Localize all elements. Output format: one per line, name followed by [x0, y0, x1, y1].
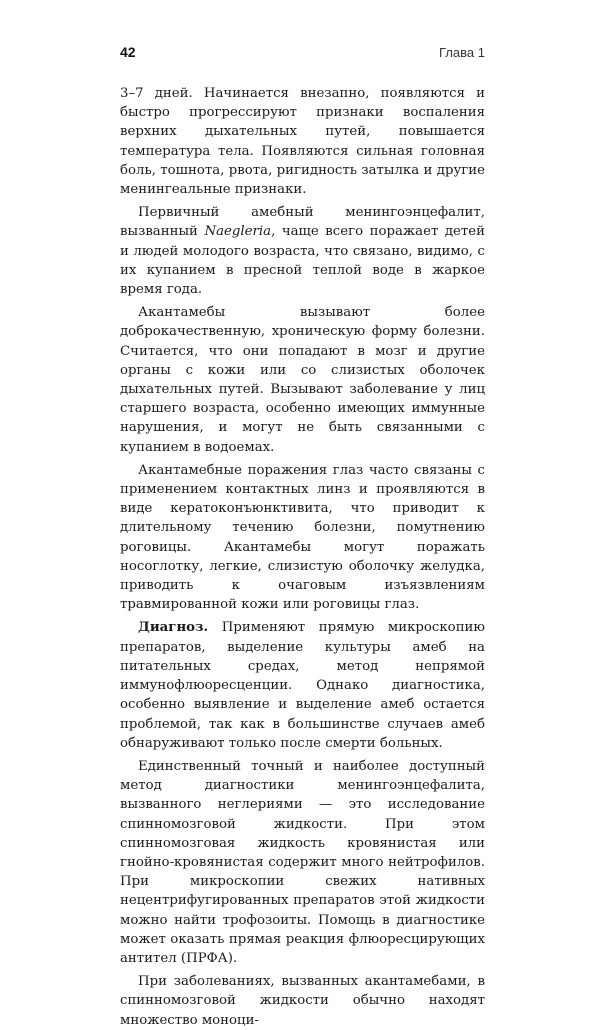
genus-name: Naegleria	[204, 224, 272, 240]
paragraph-text: Применяют прямую микроскопию препаратов, выделение культуры амеб на питательных средах, метод непрямой иммунофлюоресценции. Однако диагностика, особенно выявление и выделение амеб остается проблемой, так как в большинстве случаев амеб обнаруживают только после смерти больных.	[120, 620, 485, 751]
paragraph-text: , чаще всего поражает детей и людей молодого возраста, что связано, видимо, с их купанием в пресной теплой воде в жаркое время года.	[120, 224, 485, 298]
paragraph-text: Единственный точный и наиболее доступный метод диагностики менингоэнцефалита, вызванного неглериями — это исследование спинномозговой жидкости. При этом спинномозговая жидкость кровянистая или гнойно-кровянистая содержит много нейтрофилов. При микроскопии свежих нативных нецентрифугированных препаратов этой жидкости можно найти трофозоиты. Помощь в диагностике может оказать прямая реакция флюоресцирующих антител (ПРФА).	[120, 758, 485, 966]
paragraph	[120, 757, 485, 968]
body-text	[120, 84, 485, 1030]
paragraph-text: Первичный амебный менингоэнцефалит, вызванный	[120, 205, 485, 240]
paragraph	[120, 972, 485, 1030]
paragraph-text: 3–7 дней. Начинается внезапно, появляются и быстро прогрессируют признаки воспаления верхних дыхательных путей, повышается температура тела. Появляются сильная головная боль, тошнота, рвота, ригидность затылка и другие менингеальные признаки.	[120, 86, 485, 198]
running-header	[120, 44, 485, 60]
paragraph	[120, 203, 485, 299]
paragraph	[120, 461, 485, 615]
paragraph-text: При заболеваниях, вызванных акантамебами, в спинномозговой жидкости обычно находят множество моноци-	[120, 974, 485, 1028]
page-number: 42	[120, 44, 136, 60]
paragraph	[120, 303, 485, 457]
paragraph-text: Акантамебные поражения глаз часто связаны с применением контактных линз и проявляются в виде кератоконъюнктивита, что приводит к длительному течению болезни, помутнению роговицы. Акантамебы могут поражать носоглотку, легкие, слизистую оболочку желудка, приводить к очаговым изъязвлениям травмированной кожи или роговицы глаз.	[120, 462, 485, 613]
chapter-title: Глава 1	[439, 45, 485, 60]
paragraph	[120, 618, 485, 752]
paragraph	[120, 84, 485, 199]
paragraph-text: Акантамебы вызывают более доброкачественную, хроническую форму болезни. Считается, что они попадают в мозг и другие органы с кожи или со слизистых оболочек дыхательных путей. Вызывают заболевание у лиц старшего возраста, особенно имеющих иммунные нарушения, и могут не быть связанными с купанием в водоемах.	[120, 305, 485, 455]
section-lead: Диагноз.	[138, 620, 209, 636]
